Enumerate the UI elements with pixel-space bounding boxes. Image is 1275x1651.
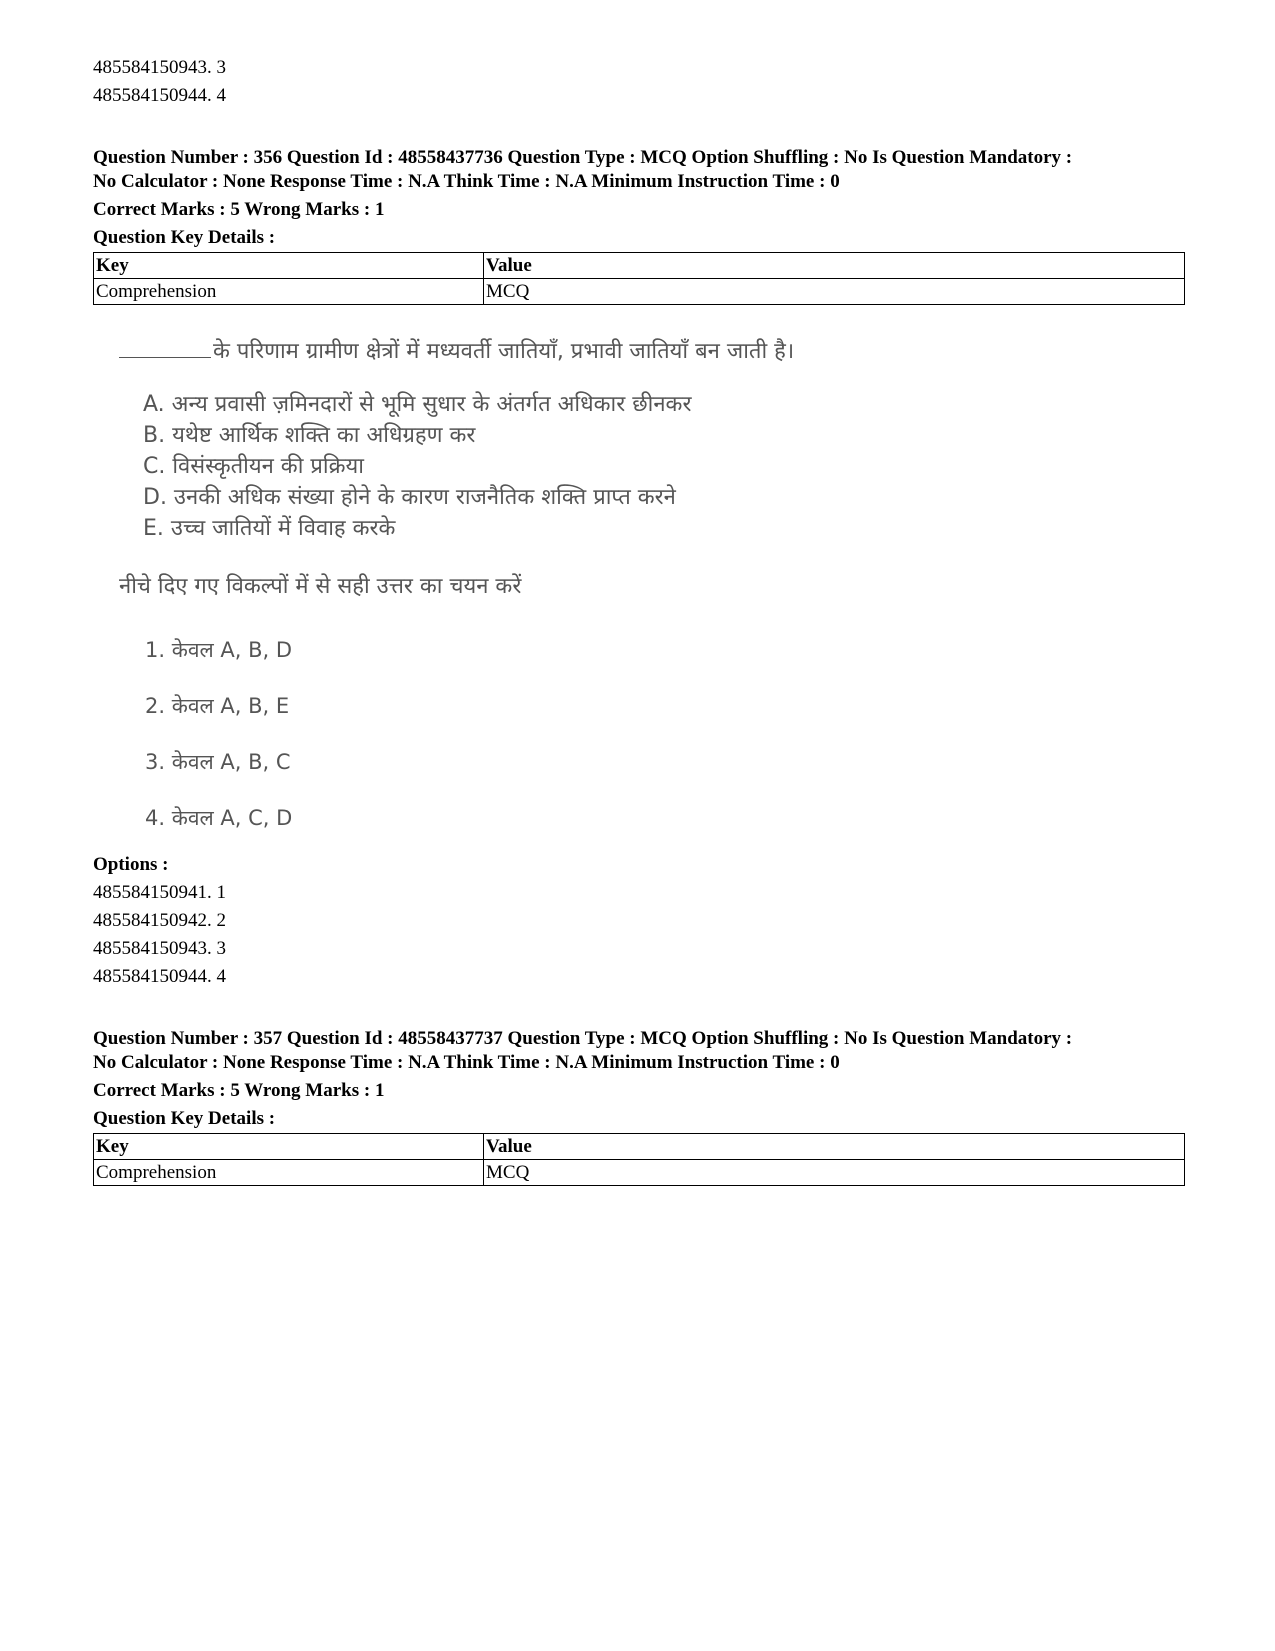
- table-cell-key: Comprehension: [94, 279, 484, 305]
- table-header-value: Value: [484, 1134, 1185, 1160]
- table-header-key: Key: [94, 253, 484, 279]
- choice-item: 4. केवल A, C, D: [145, 806, 293, 830]
- table-cell-value: MCQ: [484, 279, 1185, 305]
- table-header-row: [94, 1134, 1185, 1160]
- question-header-line1: Question Number : 356 Question Id : 48558437736 Question Type : MCQ Option Shuffling : No Is Question Mandatory :: [93, 147, 1073, 168]
- statement-item: D. उनकी अधिक संख्या होने के कारण राजनैतिक शक्ति प्राप्त करने: [143, 485, 676, 510]
- statement-list: [143, 389, 691, 544]
- question-image: [93, 335, 853, 845]
- choice-item: 1. केवल A, B, D: [145, 638, 293, 662]
- marks-line: Correct Marks : 5 Wrong Marks : 1: [93, 199, 385, 220]
- statement-item: A. अन्य प्रवासी ज़मिनदारों से भूमि सुधार के अंतर्गत अधिकार छीनकर: [143, 392, 692, 417]
- option-line: 485584150943. 3: [93, 938, 226, 959]
- table-header-key: Key: [94, 1134, 484, 1160]
- key-details-table: [93, 1133, 1185, 1186]
- choice-item: 2. केवल A, B, E: [145, 694, 290, 718]
- instruction-text: नीचे दिए गए विकल्पों में से सही उत्तर का चयन करें: [119, 574, 522, 599]
- question-header-line2: No Calculator : None Response Time : N.A Think Time : N.A Minimum Instruction Time : 0: [93, 1052, 840, 1073]
- table-cell-value: MCQ: [484, 1160, 1185, 1186]
- fill-blank: [119, 357, 211, 358]
- choice-list: [145, 622, 292, 846]
- option-line: 485584150944. 4: [93, 966, 226, 987]
- table-cell-key: Comprehension: [94, 1160, 484, 1186]
- table-row: [94, 279, 1185, 305]
- option-line: 485584150941. 1: [93, 882, 226, 903]
- question-356: [93, 146, 1183, 991]
- previous-options-list: [93, 54, 1183, 110]
- key-details-table: [93, 252, 1185, 305]
- options-list: [93, 879, 1183, 991]
- key-details-label: Question Key Details :: [93, 1108, 276, 1129]
- statement-item: C. विसंस्कृतीयन की प्रक्रिया: [143, 454, 364, 479]
- option-line: 485584150942. 2: [93, 910, 226, 931]
- question-header-line2: No Calculator : None Response Time : N.A Think Time : N.A Minimum Instruction Time : 0: [93, 171, 840, 192]
- table-header-row: [94, 253, 1185, 279]
- statement-item: B. यथेष्ट आर्थिक शक्ति का अधिग्रहण कर: [143, 423, 476, 448]
- key-details-label: Question Key Details :: [93, 227, 276, 248]
- question-stem: [119, 335, 794, 365]
- document-page: [93, 0, 1183, 1186]
- table-row: [94, 1160, 1185, 1186]
- question-header-line1: Question Number : 357 Question Id : 48558437737 Question Type : MCQ Option Shuffling : No Is Question Mandatory :: [93, 1028, 1073, 1049]
- marks-line: Correct Marks : 5 Wrong Marks : 1: [93, 1080, 385, 1101]
- question-stem-text: के परिणाम ग्रामीण क्षेत्रों में मध्यवर्ती जातियाँ, प्रभावी जातियाँ बन जाती है।: [213, 339, 795, 364]
- option-line: 485584150944. 4: [93, 85, 226, 106]
- choice-item: 3. केवल A, B, C: [145, 750, 291, 774]
- statement-item: E. उच्च जातियों में विवाह करके: [143, 516, 396, 541]
- options-label: Options :: [93, 854, 169, 875]
- option-line: 485584150943. 3: [93, 57, 226, 78]
- table-header-value: Value: [484, 253, 1185, 279]
- question-357: [93, 1027, 1183, 1186]
